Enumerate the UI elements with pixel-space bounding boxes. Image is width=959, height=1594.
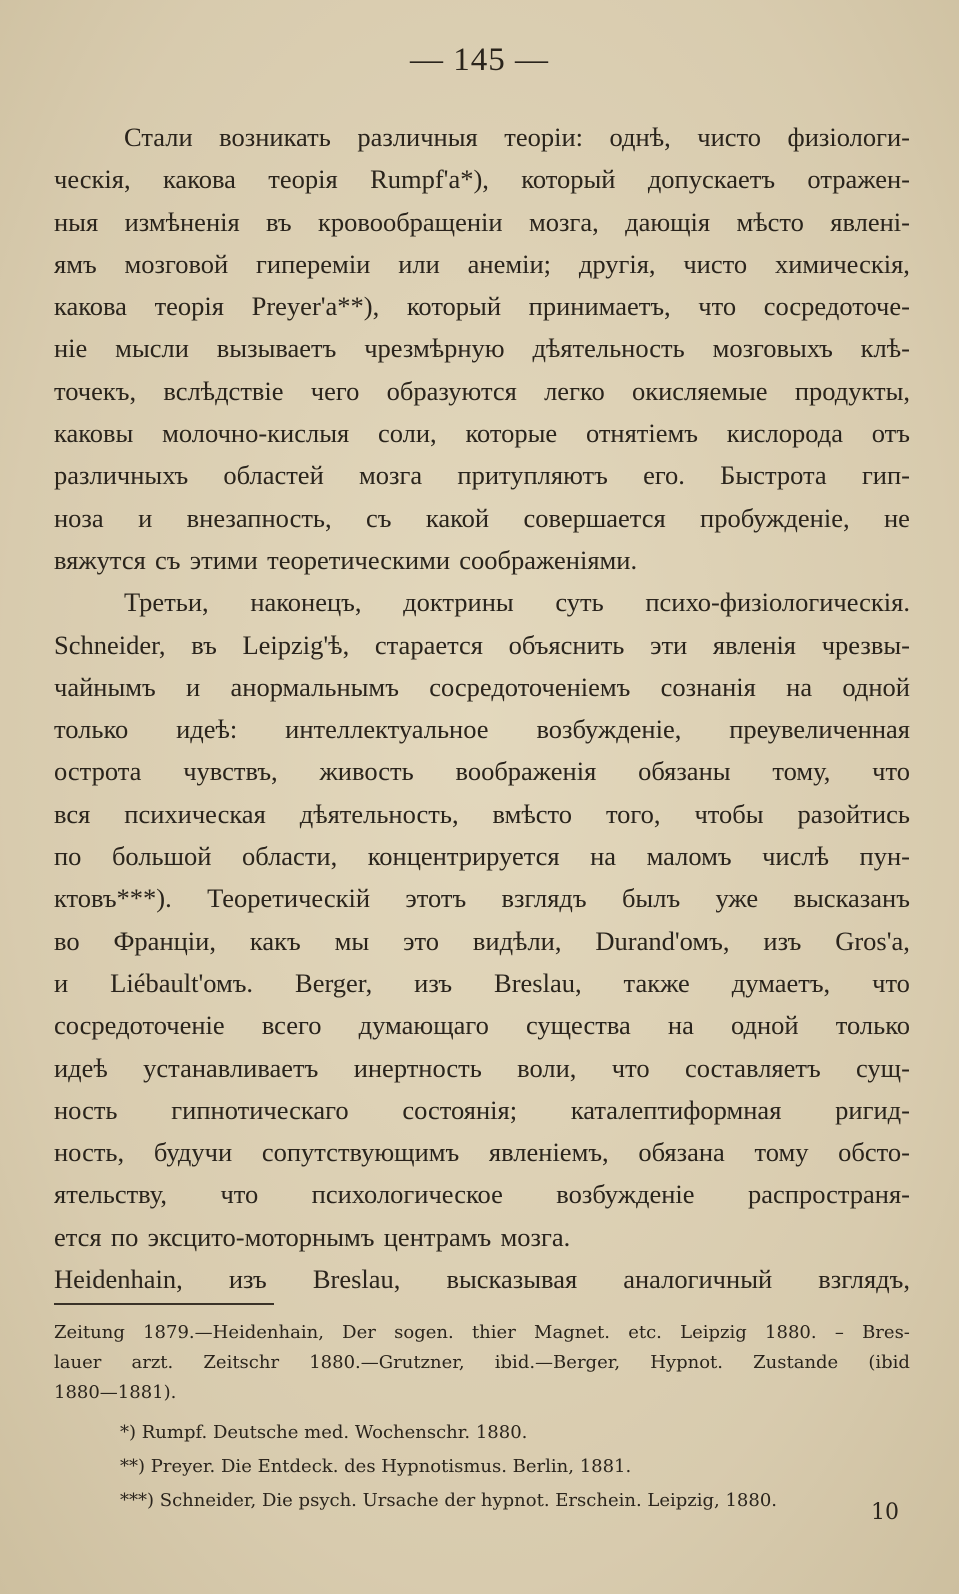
word: во [54,925,80,956]
word: отъ [871,418,910,449]
text-line [54,539,910,581]
word: lauer [54,1352,102,1373]
text-line [54,666,910,708]
word: взглядъ, [818,1264,910,1295]
word: ность [54,1094,118,1125]
word: на [786,671,813,702]
word: продукты, [794,375,910,406]
word: анормальнымъ [230,671,399,702]
word: thier [471,1322,516,1343]
text-line [54,1216,910,1258]
word: тому, [772,756,831,787]
page-number: — 145 — [410,42,549,78]
word: Францiи, [113,925,216,956]
word: отражен- [807,164,910,195]
text-line [54,201,910,243]
text-line [54,581,910,623]
word: обсто- [838,1137,910,1168]
word: устанавливаетъ [143,1052,319,1083]
text-line [54,708,910,750]
word: думаетъ, [731,967,831,998]
word: 1880. [765,1322,817,1343]
word: которые [465,418,558,449]
word: будучи [153,1137,233,1168]
word: взглядъ [501,883,587,914]
word: что [698,291,737,322]
word: составляетъ [684,1052,821,1083]
word: нiе [54,333,88,364]
word: физiологи- [787,122,910,152]
signature-mark: 10 [871,1500,899,1525]
word: другiя, [578,248,656,279]
word: соли, [377,418,437,449]
word: вслѣдствiе [163,375,284,406]
word: живость [319,756,414,787]
word: дающiя [625,206,711,237]
text-line [54,412,910,454]
word: Breslau, [312,1264,401,1295]
word: образуются [386,375,517,406]
text-line [54,327,910,369]
word: его. [643,460,685,491]
word: что [220,1179,259,1210]
word: изъ [414,967,453,998]
text-line [54,1258,910,1300]
word: теоретическими [267,544,451,575]
word: чрезмѣрную [364,333,505,364]
word: ныя [54,206,99,237]
word: инертность [353,1052,482,1083]
footnote-preyer: **) Preyer. Die Entdeck. des Hypnotismus. Berlin, 1881. [120,1456,632,1477]
word: также [623,967,690,998]
word: сознанiя [660,671,756,702]
word: различныхъ [54,460,189,491]
word: теорiя [154,291,224,322]
word: Zeitschr [203,1352,280,1373]
word: кровообращенiи [317,206,503,237]
word: возбужденiе [556,1179,695,1210]
word: вмѣсто [492,798,572,829]
word: ibid.—Berger, [494,1352,621,1373]
word: Heidenhain, [54,1264,183,1295]
word: Gros'a, [835,925,910,956]
reference-line [54,1348,910,1378]
word: чувствъ, [183,756,278,787]
word: разойтись [797,798,910,829]
word: пун- [859,841,910,872]
word: одной [842,671,910,702]
word: воли, [517,1052,577,1083]
text-line [54,750,910,792]
word: мозга, [528,206,599,237]
word: отнятiемъ [585,418,698,449]
word: Liébault'омъ. [110,967,254,998]
footnote-rumpf: *) Rumpf. Deutsche med. Wochenschr. 1880. [120,1422,528,1443]
word: измѣненiя [124,206,240,237]
footnote-schneider: ***) Schneider, Die psych. Ursache der hypnot. Erschein. Leipzig, 1880. [120,1490,778,1511]
word: ность, [54,1137,125,1168]
word: распространя- [747,1179,910,1210]
word: старается [374,629,483,660]
text-line [54,116,910,158]
word: точекъ, [54,375,137,406]
word: изъ [228,1264,267,1295]
word: пробужденiе, [700,502,850,533]
word: числѣ [762,841,829,872]
word: Hypnot. [650,1352,723,1373]
word: каковы [54,418,134,449]
text-line [54,1089,910,1131]
word: явленi- [830,206,910,237]
word: какой [425,502,490,533]
word: дѣятельность, [299,798,459,829]
word: какъ [249,925,301,956]
text-line [54,877,910,919]
word: химическiя, [774,248,910,279]
word: дѣятельность [532,333,685,364]
word: обязана [638,1137,725,1168]
word: который [521,164,616,195]
word: гип- [861,460,910,491]
word: который [406,291,502,322]
word: съ [366,502,392,533]
word: этими [189,544,258,575]
word: мозговыхъ [712,333,833,364]
word: аналогичный [623,1264,773,1295]
word: состоянiя; [402,1094,518,1125]
word: чрезвы- [821,629,910,660]
word: Breslau, [494,967,582,998]
word: вяжутся [54,544,146,575]
word: сопутствующимъ [261,1137,460,1168]
word: однѣ, [609,122,671,152]
word: на [590,841,617,872]
word: чисто [697,122,762,152]
text-line [54,285,910,327]
word: etc. [628,1322,662,1343]
word: Zustande [753,1352,839,1373]
word: чайнымъ [54,671,156,702]
word: мысли [115,333,189,364]
word: каталептиформная [570,1094,782,1125]
word: ямъ [54,248,97,279]
word: явленiемъ, [488,1137,609,1168]
word: не [883,502,910,533]
word: доктрины [403,587,514,618]
word: центрамъ [383,1221,492,1252]
word: острота [54,756,142,787]
word: существа [525,1010,631,1041]
word: Быстрота [720,460,827,491]
word: этотъ [405,883,467,914]
word: психо-физiологическiя. [645,587,910,618]
word: сосредоточенiемъ [429,671,631,702]
word: и [186,671,201,702]
word: по [54,841,82,872]
word: что [611,1052,650,1083]
word: внезапность, [186,502,332,533]
word: что [872,756,910,787]
word: въ [191,629,217,660]
word: соображенiями. [459,544,638,575]
word: въ [266,206,292,237]
word: (ibid [868,1352,910,1373]
word: психологическое [311,1179,503,1210]
text-line [54,1004,910,1046]
word: объяснить [508,629,625,660]
word: мы [334,925,370,956]
word: Der [342,1322,376,1343]
word: ческiя, [54,164,131,195]
word: преувеличенная [729,714,910,745]
word: Schneider, [54,629,166,660]
word: думающаго [358,1010,489,1041]
word: sogen. [394,1322,454,1343]
word: мозга [359,460,423,491]
word: былъ [621,883,681,914]
word: теорiя [268,164,338,195]
word: Leipzig [680,1322,747,1343]
word: мѣсто [736,206,804,237]
word: гипнотическаго [171,1094,349,1125]
word: ятельству, [54,1179,168,1210]
word: только [835,1010,910,1041]
word: принимаетъ, [528,291,671,322]
word: суть [555,587,604,618]
word: явленiя [712,629,796,660]
word: Berger, [295,967,373,998]
word: и [54,967,69,998]
word: теорiи: [504,122,584,152]
word: мозга. [500,1221,571,1252]
text-line [54,962,910,1004]
footnote-divider [54,1303,274,1305]
word: чисто [683,248,748,279]
word: или [398,248,440,279]
word: Preyer'a**), [251,291,380,322]
word: гиперемiи [256,248,371,279]
word: Теоретическiй [207,883,371,914]
word: это [403,925,439,956]
word: интеллектуальное [285,714,489,745]
footnotes-block [54,1318,910,1518]
word: сосредоточе- [763,291,910,322]
reference-line [54,1378,910,1408]
word: одной [731,1010,799,1041]
text-line [54,158,910,200]
text-line [54,454,910,496]
word: анемiи; [467,248,552,279]
text-line [54,1131,910,1173]
word: области, [242,841,338,872]
word: по [110,1221,139,1252]
word: 1879.—Heidenhain, [143,1322,324,1343]
word: ноза [54,502,104,533]
word: психическая [124,798,266,829]
word: тому [754,1137,809,1168]
word: большой [111,841,212,872]
word: допускаетъ [647,164,776,195]
word: Zeitung [54,1322,125,1343]
word: легко [544,375,605,406]
word: окисляемые [631,375,768,406]
word: ется [54,1221,102,1252]
reference-line [54,1318,910,1348]
word: ктовъ***). [54,883,172,914]
text-line [54,243,910,285]
word: вызываетъ [216,333,337,364]
word: Magnet. [534,1322,610,1343]
word: совершается [523,502,666,533]
word: обязаны [638,756,731,787]
word: маломъ [646,841,732,872]
word: съ [155,544,181,575]
word: уже [715,883,759,914]
word: Rumpf'a*), [370,164,489,195]
word: – [834,1322,844,1343]
word: arzt. [131,1352,174,1373]
word: высказывая [446,1264,578,1295]
word: какова [54,291,127,322]
word: идеѣ [54,1052,108,1083]
text-line [54,835,910,877]
word: Leipzig'ѣ, [242,629,350,660]
word: кислорода [726,418,844,449]
word: Стали [124,122,193,152]
word: 1880—1881). [54,1382,177,1403]
text-line [54,624,910,666]
text-line [54,920,910,962]
word: что [872,967,910,998]
word: ригид- [835,1094,910,1125]
word: Третьи, [124,587,209,618]
word: какова [162,164,236,195]
main-text [54,116,910,1300]
word: различныя [357,122,478,152]
word: идеѣ: [176,714,238,745]
word: Durand'омъ, [595,925,730,956]
word: эти [650,629,688,660]
word: высказанъ [793,883,910,914]
word: возбужденiе, [536,714,682,745]
word: видѣли, [472,925,562,956]
word: возникать [219,122,331,152]
word: и [138,502,153,533]
word: областей [223,460,324,491]
word: воображенiя [455,756,597,787]
word: сосредоточенiе [54,1010,225,1041]
word: всего [261,1010,322,1041]
word: наконецъ, [250,587,362,618]
word: эксцито-моторнымъ [147,1221,375,1252]
word: 1880.—Grutzner, [309,1352,465,1373]
text-line [54,1047,910,1089]
word: притупляютъ [457,460,608,491]
word: того, [605,798,661,829]
word: сущ- [856,1052,910,1083]
word: чтобы [694,798,764,829]
word: только [54,714,129,745]
word: Bres- [862,1322,910,1343]
word: молочно-кислыя [162,418,350,449]
word: мозговой [124,248,229,279]
text-line [54,370,910,412]
word: концентрируется [367,841,560,872]
word: изъ [763,925,802,956]
text-line [54,497,910,539]
word: клѣ- [860,333,910,364]
text-line [54,793,910,835]
word: на [667,1010,694,1041]
text-line [54,1173,910,1215]
word: вся [54,798,91,829]
word: чего [310,375,360,406]
